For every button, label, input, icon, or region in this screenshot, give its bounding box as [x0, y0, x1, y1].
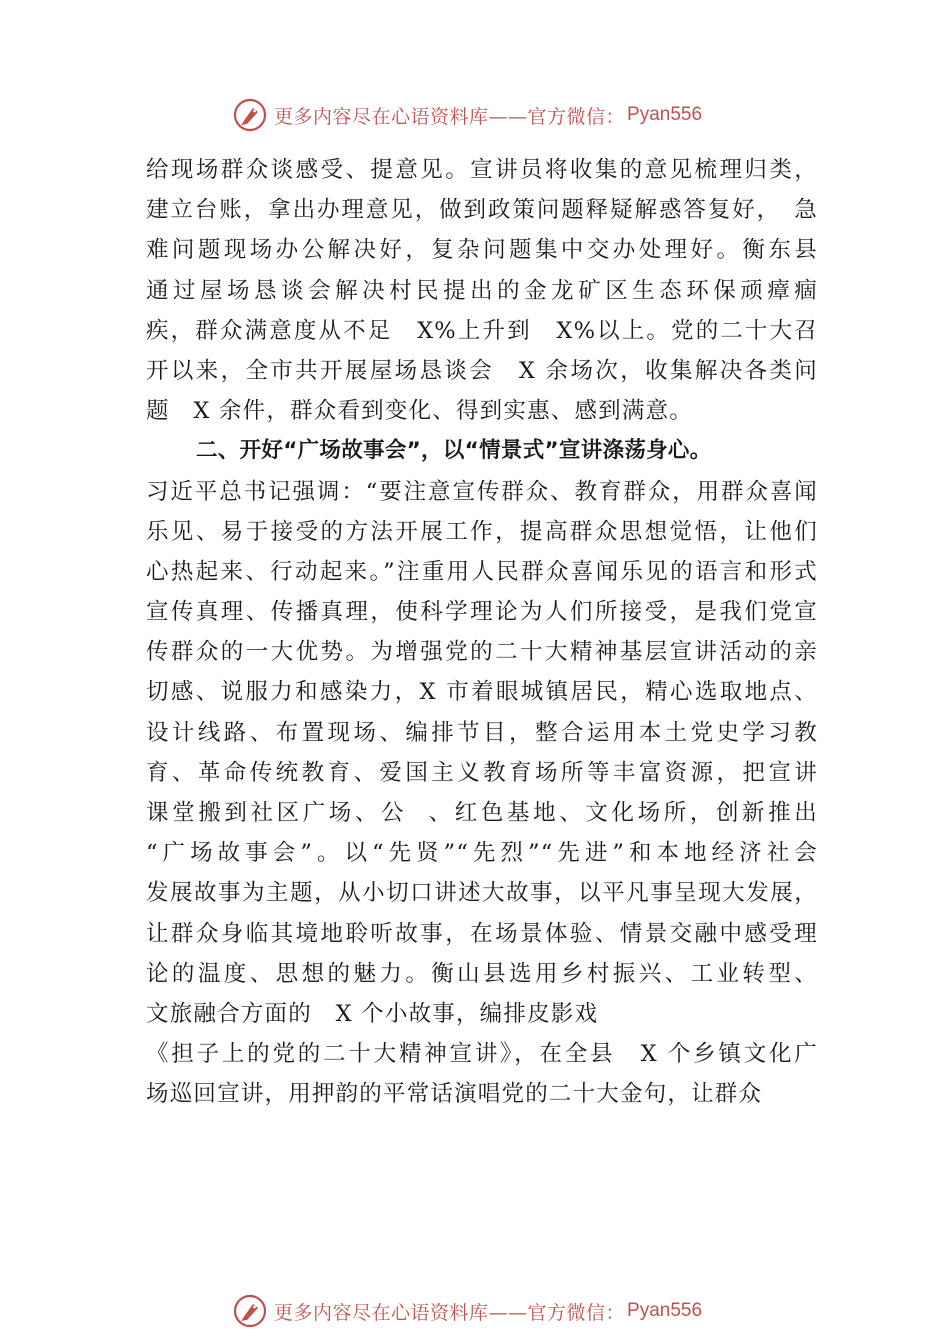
body-line: 建立台账，拿出办理意见，做到政策问题释疑解惑答复好， 急 — [146, 197, 818, 224]
body-line: 设计线路、布置现场、编排节目，整合运用本土党史学习教 — [146, 719, 818, 746]
body-line: 心热起来、行动起来。”注重用人民群众喜闻乐见的语言和形式 — [146, 558, 818, 585]
body-line: 论的温度、思想的魅力。衡山县选用乡村振兴、工业转型、 — [146, 960, 818, 987]
body-line: 育、革命传统教育、爱国主义教育场所等丰富资源，把宣讲 — [146, 759, 818, 786]
pen-nib-logo-icon — [232, 97, 268, 133]
body-line: “广场故事会”。以“先贤”“先烈”“先进”和本地经济社会 — [146, 840, 818, 867]
document-body — [146, 150, 818, 1115]
body-line: 文旅融合方面的 X 个小故事，编排皮影戏 — [146, 1000, 599, 1027]
body-line: 传群众的一大优势。为增强党的二十大精神基层宣讲活动的亲 — [146, 639, 818, 666]
section-heading: 二、开好“广场故事会”，以“情景式”宣讲涤荡身心。 — [196, 438, 712, 464]
body-line: 通过屋场恳谈会解决村民提出的金龙矿区生态环保顽瘴痼 — [146, 277, 818, 304]
header-banner — [232, 96, 702, 134]
body-line: 乐见、易于接受的方法开展工作，提高群众思想觉悟，让他们 — [146, 518, 818, 545]
body-line: 习近平总书记强调：“要注意宣传群众、教育群众，用群众喜闻 — [146, 478, 818, 505]
body-line: 宣传真理、传播真理，使科学理论为人们所接受，是我们党宣 — [146, 599, 818, 626]
pen-nib-logo-icon — [232, 1293, 268, 1329]
body-line: 难问题现场办公解决好，复杂问题集中交办处理好。衡东县 — [146, 237, 818, 264]
header-banner-text: 更多内容尽在心语资料库——官方微信： — [274, 105, 626, 128]
footer-banner — [232, 1292, 702, 1330]
body-line: 切感、说服力和感染力，X 市着眼城镇居民，精心选取地点、 — [146, 679, 818, 706]
body-line: 题 X 余件，群众看到变化、得到实惠、感到满意。 — [146, 398, 693, 425]
footer-banner-account: Pyan556 — [627, 1300, 703, 1321]
body-line: 疾，群众满意度从不足 X%上升到 X%以上。党的二十大召 — [146, 317, 818, 344]
body-line: 场巡回宣讲，用押韵的平常话演唱党的二十大金句，让群众 — [146, 1081, 763, 1108]
body-line: 课堂搬到社区广场、公 、红色基地、文化场所，创新推出 — [146, 800, 818, 826]
body-line: 让群众身临其境地聆听故事，在场景体验、情景交融中感受理 — [146, 920, 818, 947]
body-line: 发展故事为主题，从小切口讲述大故事，以平凡事呈现大发展， — [146, 880, 818, 907]
footer-banner-text: 更多内容尽在心语资料库——官方微信： — [274, 1301, 626, 1324]
body-line: 给现场群众谈感受、提意见。宣讲员将收集的意见梳理归类， — [146, 157, 818, 183]
header-banner-account: Pyan556 — [627, 104, 703, 125]
body-line: 《担子上的党的二十大精神宣讲》，在全县 X 个乡镇文化广 — [146, 1041, 818, 1068]
body-line: 开以来，全市共开展屋场恳谈会 X 余场次，收集解决各类问 — [146, 357, 818, 384]
